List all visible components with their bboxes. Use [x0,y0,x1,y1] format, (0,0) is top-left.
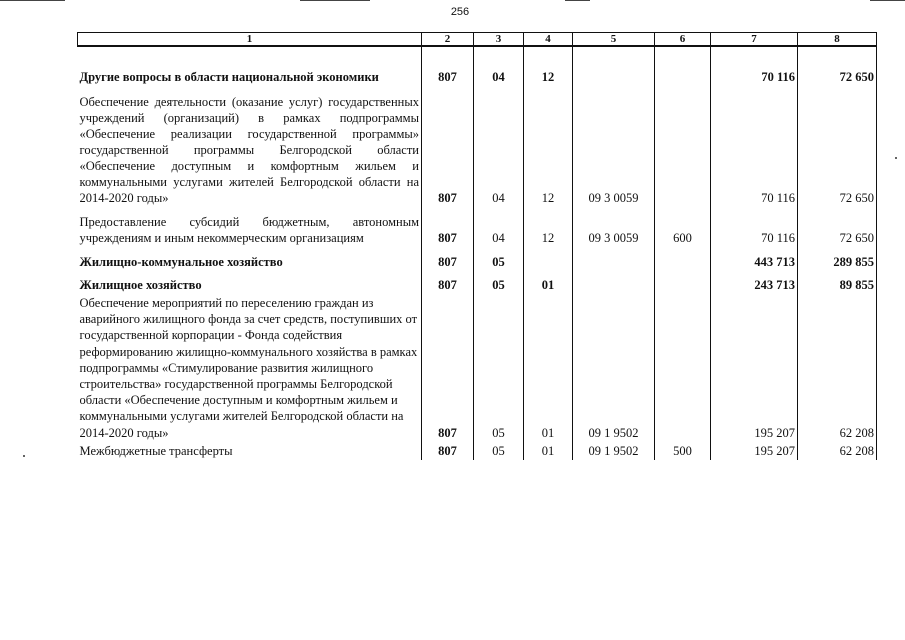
table-row [78,208,877,248]
scan-speck [23,455,25,457]
table-row [78,86,877,208]
scan-edge-line [0,0,65,1]
row-col-7: 70 116 [711,86,798,208]
row-col-2: 807 [422,86,474,208]
budget-table [77,32,877,460]
row-col-5: 09 3 0059 [573,86,655,208]
row-col-5: 09 1 9502 [573,294,655,442]
row-col-5: 09 1 9502 [573,442,655,460]
row-col-8: 62 208 [798,294,877,442]
row-col-2: 807 [422,271,474,294]
row-col-3: 05 [474,442,524,460]
row-col-2: 807 [422,442,474,460]
row-col-3: 04 [474,46,524,86]
row-col-4: 12 [524,86,573,208]
scan-speck [895,157,897,159]
row-col-3: 04 [474,86,524,208]
scan-edge-line [300,0,370,1]
row-col-7: 243 713 [711,271,798,294]
row-col-5 [573,248,655,271]
row-col-5 [573,46,655,86]
column-header-3: 3 [474,33,524,47]
row-col-6 [655,271,711,294]
row-col-6 [655,294,711,442]
row-col-3: 05 [474,248,524,271]
row-col-2: 807 [422,208,474,248]
row-col-8: 72 650 [798,208,877,248]
column-header-2: 2 [422,33,474,47]
row-col-8: 72 650 [798,86,877,208]
page-number: 256 [450,6,470,18]
row-name: Жилищное хозяйство [78,271,422,294]
row-col-5 [573,271,655,294]
column-header-4: 4 [524,33,573,47]
scan-edge-line [870,0,905,1]
table-row [78,442,877,460]
row-col-7: 70 116 [711,208,798,248]
column-header-8: 8 [798,33,877,47]
row-col-4: 12 [524,46,573,86]
row-col-2: 807 [422,248,474,271]
row-col-4 [524,248,573,271]
row-col-7: 443 713 [711,248,798,271]
row-name: Обеспечение деятельности (оказание услуг) государственных учреждений (организаций) в рамках подпрограммы «Обеспечение реализации государственной программы» государственной программы Белгородской области «Обеспечение доступным и комфортным жильем и коммунальными услугами жителей Белгородской области на 2014-2020 годы» [78,86,422,208]
row-col-7: 195 207 [711,294,798,442]
row-col-6 [655,46,711,86]
row-col-8: 289 855 [798,248,877,271]
row-name: Жилищно-коммунальное хозяйство [78,248,422,271]
row-col-6: 500 [655,442,711,460]
scan-edge-line [565,0,590,1]
row-col-3: 04 [474,208,524,248]
row-col-6: 600 [655,208,711,248]
row-col-8: 89 855 [798,271,877,294]
table-row [78,271,877,294]
row-col-2: 807 [422,294,474,442]
row-name: Межбюджетные трансферты [78,442,422,460]
row-col-5: 09 3 0059 [573,208,655,248]
row-col-2: 807 [422,46,474,86]
row-col-7: 195 207 [711,442,798,460]
table-header-row [78,33,877,47]
row-col-4: 01 [524,271,573,294]
row-col-8: 62 208 [798,442,877,460]
table-row [78,46,877,86]
row-col-3: 05 [474,294,524,442]
row-col-4: 01 [524,442,573,460]
row-name: Другие вопросы в области национальной экономики [78,46,422,86]
row-col-4: 01 [524,294,573,442]
row-name: Предоставление субсидий бюджетным, автономным учреждениям и иным некоммерческим организациям [78,208,422,248]
table-row [78,248,877,271]
row-col-8: 72 650 [798,46,877,86]
row-col-6 [655,248,711,271]
table-row [78,294,877,442]
row-name: Обеспечение мероприятий по переселению граждан из аварийного жилищного фонда за счет средств, поступивших от государственной корпорации - Фонда содействия реформированию жилищно-коммунального хозяйства в рамках подпрограммы «Стимулирование развития жилищного строительства» государственной программы Белгородской области «Обеспечение доступным и комфортным жильем и коммунальными услугами жителей Белгородской области на 2014-2020 годы» [78,294,422,442]
row-col-7: 70 116 [711,46,798,86]
row-col-4: 12 [524,208,573,248]
column-header-7: 7 [711,33,798,47]
row-col-3: 05 [474,271,524,294]
column-header-5: 5 [573,33,655,47]
row-col-6 [655,86,711,208]
column-header-1: 1 [78,33,422,47]
column-header-6: 6 [655,33,711,47]
